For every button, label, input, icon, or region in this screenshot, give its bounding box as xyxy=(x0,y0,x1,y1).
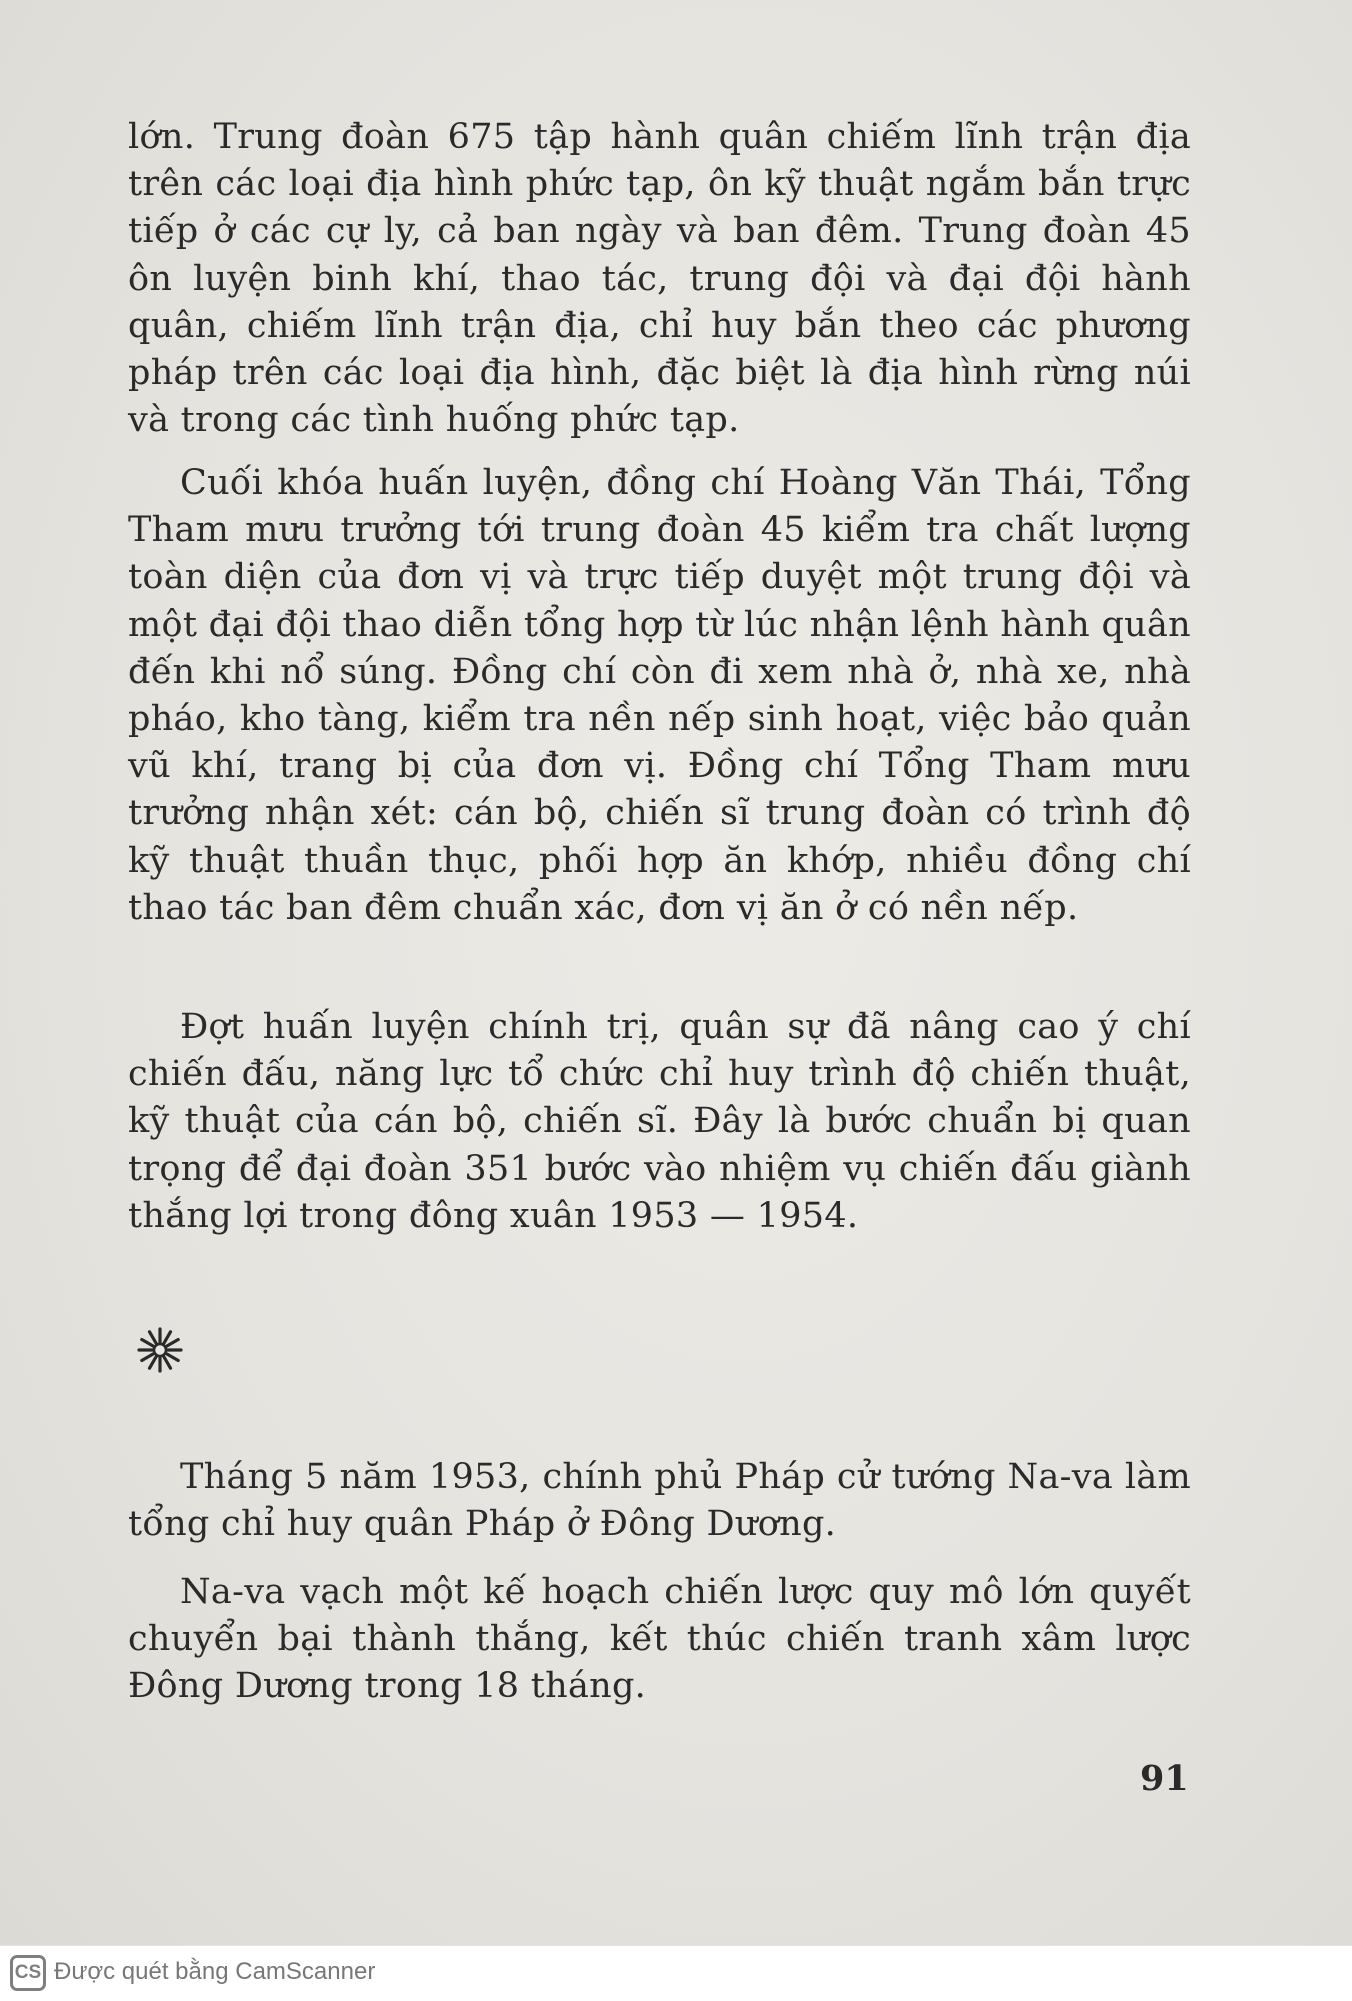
camscanner-logo-icon: CS xyxy=(10,1955,46,1991)
paragraph-1: lớn. Trung đoàn 675 tập hành quân chiếm lĩnh trận địa trên các loại địa hình phức tạp, ôn kỹ thuật ngắm bắn trực tiếp ở các cự ly, cả ban ngày và ban đêm. Trung đoàn 45 ôn luyện binh khí, thao tác, trung đội và đại đội hành quân, chiếm lĩnh trận địa, chỉ huy bắn theo các phương pháp trên các loại địa hình, đặc biệt là địa hình rừng núi và trong các tình huống phức tạp. xyxy=(128,117,1191,441)
scanner-footer xyxy=(0,1945,1352,2001)
paragraph-5: Na-va vạch một kế hoạch chiến lược quy mô lớn quyết chuyển bại thành thắng, kết thúc chiến tranh xâm lược Đông Dương trong 18 tháng. xyxy=(128,1572,1191,1707)
asterisk-flower-ornament-icon xyxy=(136,1326,184,1374)
page-number: 91 xyxy=(1140,1758,1189,1799)
paragraph-3: Đợt huấn luyện chính trị, quân sự đã nâng cao ý chí chiến đấu, năng lực tổ chức chỉ huy trình độ chiến thuật, kỹ thuật của cán bộ, chiến sĩ. Đây là bước chuẩn bị quan trọng để đại đoàn 351 bước vào nhiệm vụ chiến đấu giành thắng lợi trong đông xuân 1953 — 1954. xyxy=(128,1007,1191,1236)
scanner-watermark-text: Được quét bằng CamScanner xyxy=(54,1958,376,1985)
paragraph-2: Cuối khóa huấn luyện, đồng chí Hoàng Văn Thái, Tổng Tham mưu trưởng tới trung đoàn 45 kiểm tra chất lượng toàn diện của đơn vị và trực tiếp duyệt một trung đội và một đại đội thao diễn tổng hợp từ lúc nhận lệnh hành quân đến khi nổ súng. Đồng chí còn đi xem nhà ở, nhà xe, nhà pháo, kho tàng, kiểm tra nền nếp sinh hoạt, việc bảo quản vũ khí, trang bị của đơn vị. Đồng chí Tổng Tham mưu trưởng nhận xét: cán bộ, chiến sĩ trung đoàn có trình độ kỹ thuật thuần thục, phối hợp ăn khớp, nhiều đồng chí thao tác ban đêm chuẩn xác, đơn vị ăn ở có nền nếp. xyxy=(128,463,1191,928)
paragraph-4: Tháng 5 năm 1953, chính phủ Pháp cử tướng Na-va làm tổng chỉ huy quân Pháp ở Đông Dương. xyxy=(128,1457,1191,1545)
